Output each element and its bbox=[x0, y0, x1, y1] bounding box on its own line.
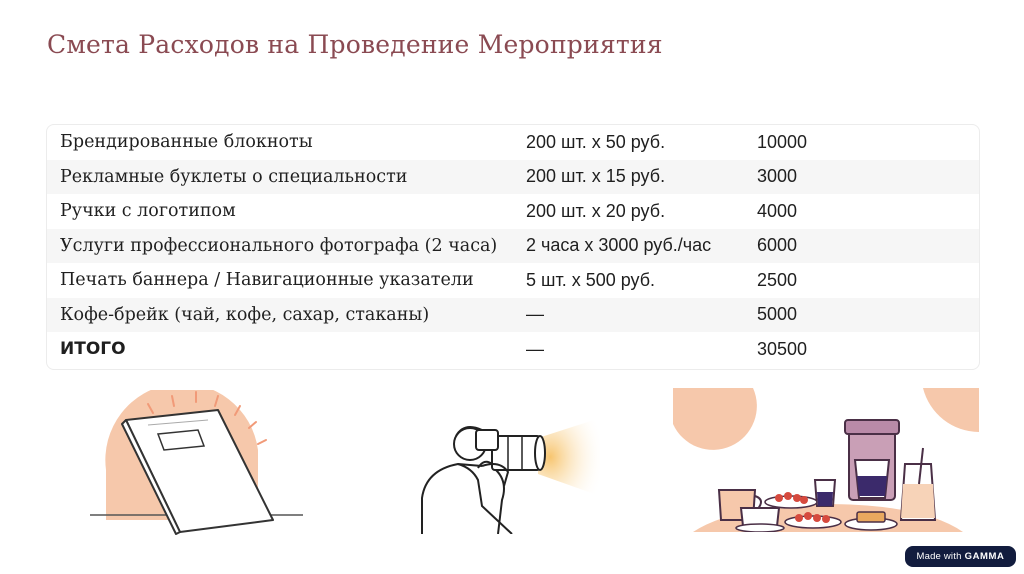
item-cell: Рекламные буклеты о специальности bbox=[60, 166, 408, 187]
sum-cell: 6000 bbox=[757, 235, 798, 256]
qty-cell: 5 шт. x 500 руб. bbox=[526, 269, 656, 290]
total-label-cell: ИТОГО bbox=[60, 339, 126, 360]
badge-prefix: Made with bbox=[916, 551, 962, 562]
page-title: Смета Расходов на Проведение Мероприятия bbox=[47, 30, 663, 59]
item-cell: Ручки с логотипом bbox=[60, 201, 236, 222]
photographer-illustration bbox=[412, 408, 602, 534]
item-cell: Услуги профессионального фотографа (2 часа) bbox=[60, 235, 498, 256]
cost-table bbox=[46, 124, 980, 370]
item-cell: Печать баннера / Навигационные указатели bbox=[60, 270, 474, 291]
total-sum-cell: 30500 bbox=[757, 338, 808, 359]
item-cell: Кофе-брейк (чай, кофе, сахар, стаканы) bbox=[60, 304, 430, 325]
qty-cell: — bbox=[526, 304, 544, 325]
item-cell: Брендированные блокноты bbox=[60, 132, 313, 153]
made-with-gamma-badge[interactable] bbox=[905, 546, 1016, 567]
table-row bbox=[47, 125, 979, 160]
sum-cell: 10000 bbox=[757, 131, 808, 152]
notebook-illustration bbox=[88, 390, 312, 535]
table-row bbox=[47, 298, 979, 333]
sum-cell: 4000 bbox=[757, 200, 798, 221]
qty-cell: — bbox=[526, 338, 544, 359]
sum-cell: 5000 bbox=[757, 304, 798, 325]
qty-cell: 2 часа x 3000 руб./час bbox=[526, 235, 712, 256]
qty-cell: 200 шт. x 50 руб. bbox=[526, 131, 666, 152]
table-row bbox=[47, 263, 979, 298]
sum-cell: 3000 bbox=[757, 166, 798, 187]
qty-cell: 200 шт. x 15 руб. bbox=[526, 166, 666, 187]
table-row bbox=[47, 229, 979, 264]
sum-cell: 2500 bbox=[757, 269, 798, 290]
coffee-break-illustration bbox=[673, 388, 979, 532]
table-row bbox=[47, 194, 979, 229]
qty-cell: 200 шт. x 20 руб. bbox=[526, 200, 666, 221]
table-row bbox=[47, 160, 979, 195]
gamma-brand-label: GAMMA bbox=[964, 551, 1005, 562]
table-row-total bbox=[47, 332, 979, 367]
